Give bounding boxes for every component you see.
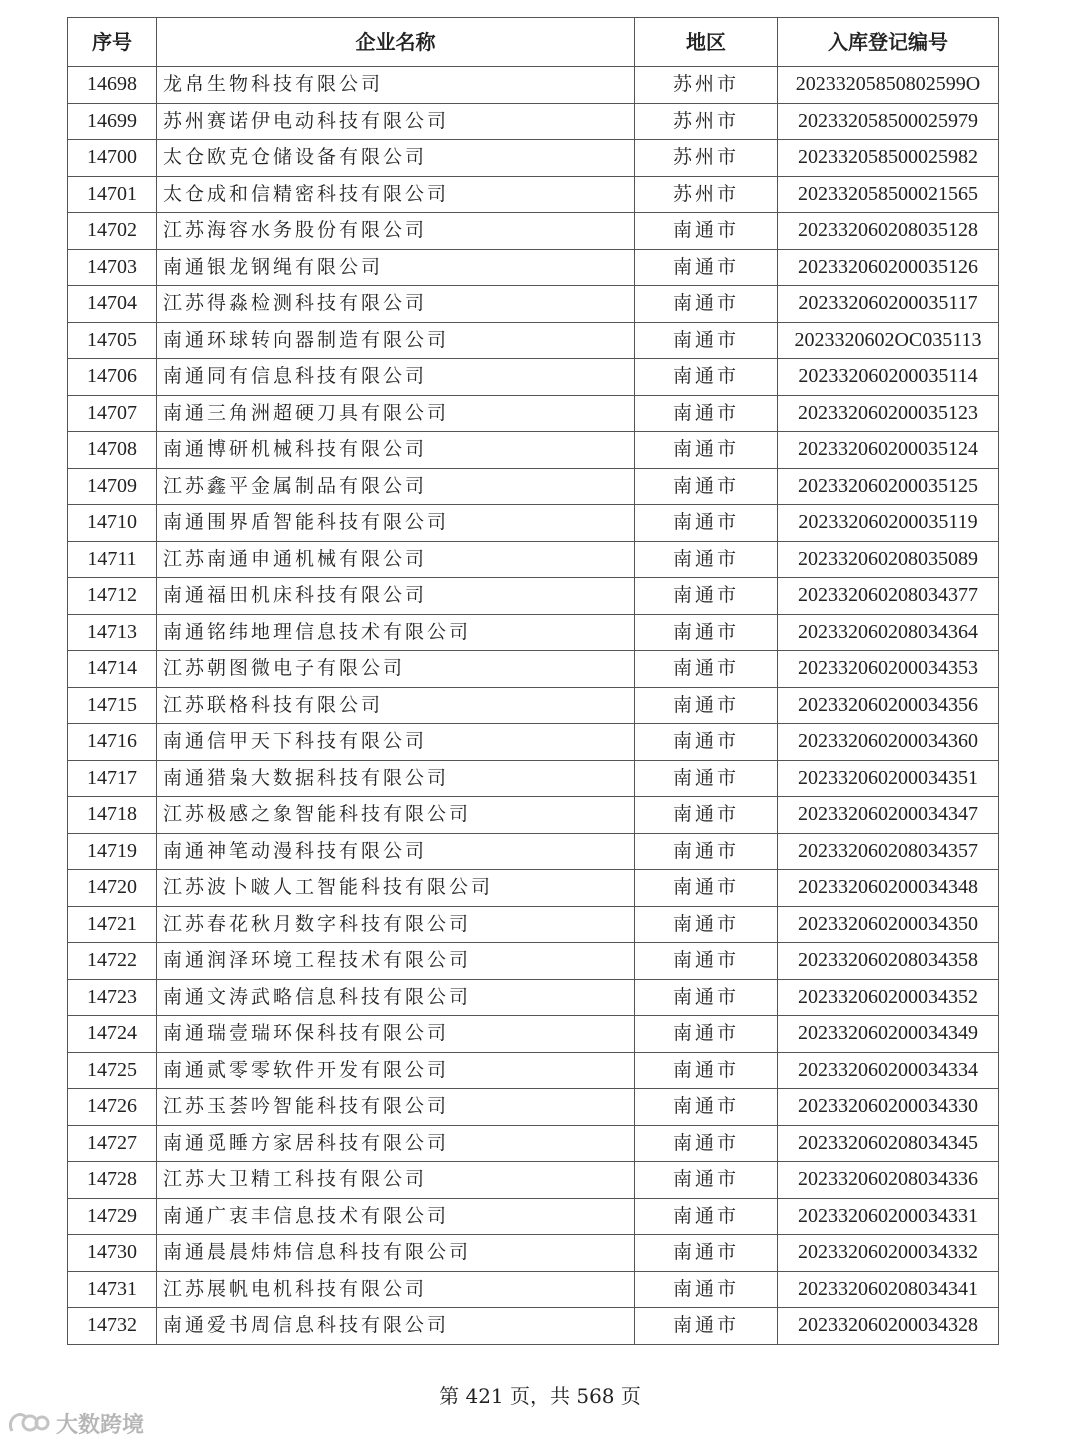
cell-company-name: 南通润泽环境工程技术有限公司 [157, 943, 635, 980]
cell-company-name: 龙帛生物科技有限公司 [157, 67, 635, 104]
cell-registration-code: 202332060208035089 [778, 541, 999, 578]
cell-serial: 14727 [68, 1125, 157, 1162]
cell-registration-code: 202332060200035117 [778, 286, 999, 323]
cell-serial: 14721 [68, 906, 157, 943]
table-row [68, 1089, 999, 1126]
table-row [68, 1125, 999, 1162]
cell-company-name: 南通贰零零软件开发有限公司 [157, 1052, 635, 1089]
cell-serial: 14716 [68, 724, 157, 761]
cell-region: 南通市 [635, 614, 778, 651]
cell-company-name: 南通猎枭大数据科技有限公司 [157, 760, 635, 797]
cell-serial: 14724 [68, 1016, 157, 1053]
cell-region: 南通市 [635, 651, 778, 688]
cell-region: 南通市 [635, 1198, 778, 1235]
table-row [68, 286, 999, 323]
cell-company-name: 南通围界盾智能科技有限公司 [157, 505, 635, 542]
cell-company-name: 南通瑞壹瑞环保科技有限公司 [157, 1016, 635, 1053]
cell-region: 南通市 [635, 1235, 778, 1272]
table-row [68, 1016, 999, 1053]
page-footer: 第 421 页，共 568 页 [439, 1384, 641, 1408]
cell-company-name: 南通福田机床科技有限公司 [157, 578, 635, 615]
cell-serial: 14722 [68, 943, 157, 980]
cell-registration-code: 202332060200035126 [778, 249, 999, 286]
table-row [68, 651, 999, 688]
cell-registration-code: 202332060208034345 [778, 1125, 999, 1162]
cell-region: 南通市 [635, 286, 778, 323]
cell-company-name: 南通觅睡方家居科技有限公司 [157, 1125, 635, 1162]
cell-company-name: 南通信甲天下科技有限公司 [157, 724, 635, 761]
cell-registration-code: 202332060200035124 [778, 432, 999, 469]
table-row [68, 505, 999, 542]
cell-registration-code: 202332060208034357 [778, 833, 999, 870]
cell-serial: 14723 [68, 979, 157, 1016]
cell-region: 苏州市 [635, 140, 778, 177]
cell-serial: 14710 [68, 505, 157, 542]
cell-company-name: 江苏春花秋月数字科技有限公司 [157, 906, 635, 943]
table-row [68, 760, 999, 797]
header-serial: 序号 [68, 18, 157, 67]
cell-region: 南通市 [635, 432, 778, 469]
table-row [68, 103, 999, 140]
cell-company-name: 江苏朝图微电子有限公司 [157, 651, 635, 688]
cell-region: 南通市 [635, 943, 778, 980]
cell-registration-code: 202332060200034352 [778, 979, 999, 1016]
cell-company-name: 江苏展帆电机科技有限公司 [157, 1271, 635, 1308]
cell-company-name: 太仓成和信精密科技有限公司 [157, 176, 635, 213]
cell-region: 南通市 [635, 833, 778, 870]
cell-company-name: 江苏联格科技有限公司 [157, 687, 635, 724]
cell-region: 南通市 [635, 1016, 778, 1053]
table-row [68, 614, 999, 651]
table-row [68, 943, 999, 980]
cell-registration-code: 202332060200034351 [778, 760, 999, 797]
cell-region: 南通市 [635, 1162, 778, 1199]
table-row [68, 1235, 999, 1272]
cell-registration-code: 202332060200035123 [778, 395, 999, 432]
cell-serial: 14730 [68, 1235, 157, 1272]
table-header-row [68, 18, 999, 67]
cell-region: 南通市 [635, 1052, 778, 1089]
cell-region: 苏州市 [635, 176, 778, 213]
cell-company-name: 南通晨晨炜炜信息科技有限公司 [157, 1235, 635, 1272]
cell-company-name: 太仓欧克仓储设备有限公司 [157, 140, 635, 177]
cell-registration-code: 202332060208034377 [778, 578, 999, 615]
cell-serial: 14731 [68, 1271, 157, 1308]
cell-registration-code: 202332060200034328 [778, 1308, 999, 1345]
cell-serial: 14703 [68, 249, 157, 286]
cell-registration-code: 202332060208035128 [778, 213, 999, 250]
table-row [68, 724, 999, 761]
cell-company-name: 南通同有信息科技有限公司 [157, 359, 635, 396]
table-row [68, 833, 999, 870]
cell-registration-code: 202332058500025982 [778, 140, 999, 177]
table-row [68, 140, 999, 177]
cell-company-name: 南通铭纬地理信息技术有限公司 [157, 614, 635, 651]
cell-region: 南通市 [635, 213, 778, 250]
cell-serial: 14726 [68, 1089, 157, 1126]
cell-registration-code: 202332058500021565 [778, 176, 999, 213]
cell-region: 南通市 [635, 1125, 778, 1162]
cell-company-name: 南通文涛武略信息科技有限公司 [157, 979, 635, 1016]
cell-region: 南通市 [635, 760, 778, 797]
cell-serial: 14711 [68, 541, 157, 578]
cell-serial: 14713 [68, 614, 157, 651]
cell-serial: 14719 [68, 833, 157, 870]
cell-registration-code: 202332060200034350 [778, 906, 999, 943]
table-row [68, 541, 999, 578]
cell-region: 南通市 [635, 797, 778, 834]
cell-registration-code: 202332060200035114 [778, 359, 999, 396]
cell-serial: 14708 [68, 432, 157, 469]
table-row [68, 1198, 999, 1235]
cell-region: 南通市 [635, 468, 778, 505]
cell-company-name: 苏州赛诺伊电动科技有限公司 [157, 103, 635, 140]
table-row [68, 979, 999, 1016]
cell-serial: 14700 [68, 140, 157, 177]
header-company-name: 企业名称 [157, 18, 635, 67]
cell-region: 南通市 [635, 541, 778, 578]
table-row [68, 1052, 999, 1089]
cell-serial: 14717 [68, 760, 157, 797]
header-registration-code: 入库登记编号 [778, 18, 999, 67]
cell-region: 南通市 [635, 1271, 778, 1308]
table-row [68, 797, 999, 834]
cell-region: 南通市 [635, 724, 778, 761]
table-row [68, 1271, 999, 1308]
table-row [68, 67, 999, 104]
cell-company-name: 南通广衷丰信息技术有限公司 [157, 1198, 635, 1235]
cell-company-name: 江苏玉荟吟智能科技有限公司 [157, 1089, 635, 1126]
table-row [68, 578, 999, 615]
cell-serial: 14725 [68, 1052, 157, 1089]
cell-company-name: 江苏海容水务股份有限公司 [157, 213, 635, 250]
cell-region: 南通市 [635, 322, 778, 359]
table-row [68, 176, 999, 213]
cell-region: 南通市 [635, 505, 778, 542]
table-row [68, 906, 999, 943]
cell-registration-code: 202332060208034364 [778, 614, 999, 651]
cell-registration-code: 202332060200034349 [778, 1016, 999, 1053]
cell-serial: 14699 [68, 103, 157, 140]
cell-serial: 14707 [68, 395, 157, 432]
watermark-text: 大数跨境 [56, 1413, 145, 1438]
cell-registration-code: 202332060208034341 [778, 1271, 999, 1308]
cell-serial: 14698 [68, 67, 157, 104]
cell-registration-code: 202332060200034356 [778, 687, 999, 724]
cell-region: 南通市 [635, 906, 778, 943]
cell-serial: 14714 [68, 651, 157, 688]
cell-company-name: 南通爱书周信息科技有限公司 [157, 1308, 635, 1345]
cell-serial: 14732 [68, 1308, 157, 1345]
cell-region: 南通市 [635, 979, 778, 1016]
cell-registration-code: 202332058500025979 [778, 103, 999, 140]
table-row [68, 359, 999, 396]
watermark [6, 1408, 144, 1439]
watermark-logo-icon [6, 1409, 50, 1439]
cell-serial: 14705 [68, 322, 157, 359]
cell-registration-code: 202332060208034358 [778, 943, 999, 980]
cell-region: 南通市 [635, 1308, 778, 1345]
cell-region: 南通市 [635, 1089, 778, 1126]
cell-region: 苏州市 [635, 103, 778, 140]
cell-registration-code: 20233205850802599O [778, 67, 999, 104]
cell-region: 南通市 [635, 359, 778, 396]
table-row [68, 1308, 999, 1345]
cell-registration-code: 202332060200034353 [778, 651, 999, 688]
cell-registration-code: 202332060200035125 [778, 468, 999, 505]
cell-registration-code: 202332060200034348 [778, 870, 999, 907]
cell-registration-code: 202332060200034360 [778, 724, 999, 761]
cell-region: 南通市 [635, 870, 778, 907]
cell-company-name: 江苏大卫精工科技有限公司 [157, 1162, 635, 1199]
table-row [68, 395, 999, 432]
cell-company-name: 江苏鑫平金属制品有限公司 [157, 468, 635, 505]
cell-registration-code: 2023320602OC035113 [778, 322, 999, 359]
cell-serial: 14702 [68, 213, 157, 250]
cell-region: 南通市 [635, 578, 778, 615]
table-row [68, 322, 999, 359]
cell-company-name: 江苏南通申通机械有限公司 [157, 541, 635, 578]
cell-serial: 14706 [68, 359, 157, 396]
cell-region: 南通市 [635, 687, 778, 724]
table-row [68, 213, 999, 250]
cell-company-name: 江苏波卜啵人工智能科技有限公司 [157, 870, 635, 907]
cell-registration-code: 202332060200034334 [778, 1052, 999, 1089]
cell-region: 南通市 [635, 395, 778, 432]
cell-serial: 14701 [68, 176, 157, 213]
cell-company-name: 江苏得淼检测科技有限公司 [157, 286, 635, 323]
cell-serial: 14704 [68, 286, 157, 323]
table-row [68, 687, 999, 724]
table-row [68, 432, 999, 469]
table-row [68, 1162, 999, 1199]
cell-serial: 14720 [68, 870, 157, 907]
cell-region: 苏州市 [635, 67, 778, 104]
cell-registration-code: 202332060200034330 [778, 1089, 999, 1126]
cell-registration-code: 202332060200034331 [778, 1198, 999, 1235]
cell-company-name: 南通三角洲超硬刀具有限公司 [157, 395, 635, 432]
table-row [68, 870, 999, 907]
cell-registration-code: 202332060208034336 [778, 1162, 999, 1199]
cell-registration-code: 202332060200034347 [778, 797, 999, 834]
cell-registration-code: 202332060200035119 [778, 505, 999, 542]
header-region: 地区 [635, 18, 778, 67]
registry-table-container [67, 17, 998, 1345]
cell-company-name: 南通神笔动漫科技有限公司 [157, 833, 635, 870]
cell-serial: 14729 [68, 1198, 157, 1235]
cell-company-name: 南通博研机械科技有限公司 [157, 432, 635, 469]
cell-company-name: 南通环球转向器制造有限公司 [157, 322, 635, 359]
table-row [68, 468, 999, 505]
cell-region: 南通市 [635, 249, 778, 286]
table-row [68, 249, 999, 286]
cell-serial: 14728 [68, 1162, 157, 1199]
cell-serial: 14712 [68, 578, 157, 615]
cell-serial: 14715 [68, 687, 157, 724]
cell-registration-code: 202332060200034332 [778, 1235, 999, 1272]
cell-serial: 14718 [68, 797, 157, 834]
cell-company-name: 江苏极感之象智能科技有限公司 [157, 797, 635, 834]
cell-serial: 14709 [68, 468, 157, 505]
registry-table [67, 17, 999, 1345]
cell-company-name: 南通银龙钢绳有限公司 [157, 249, 635, 286]
